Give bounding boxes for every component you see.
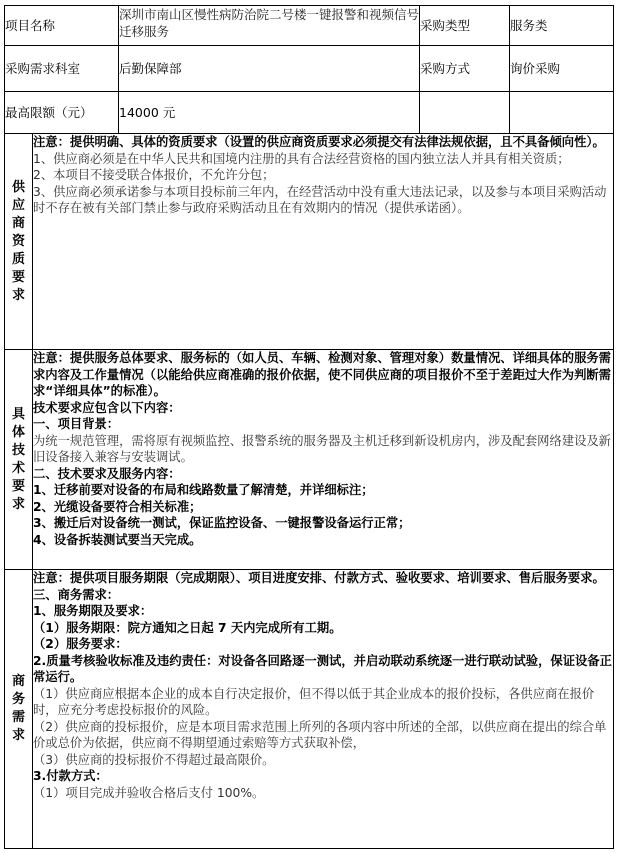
- technical-item: 2、光缆设备要符合相关标准；: [33, 499, 202, 514]
- business-requirements: [33, 570, 614, 849]
- quote-item: （1）供应商应根据本企业的成本自行决定报价，但不得以低于其企业成本的报价投标，各供应商在报价时，应充分考虑投标报价的风险。: [33, 686, 595, 717]
- payment-title: 3.付款方式：: [33, 769, 108, 783]
- project-name-label: 项目名称: [5, 6, 119, 46]
- procurement-table: [4, 5, 614, 849]
- dept-value: 后勤保障部: [119, 46, 420, 92]
- background-title: 一、项目背景：: [33, 417, 120, 431]
- period-item: （1）服务期限：院方通知之日起 7 天内完成所有工期。: [33, 620, 342, 635]
- quote-item: （3）供应商的投标报价不得超过最高限价。: [33, 752, 275, 767]
- technical-requirements: [33, 350, 614, 570]
- method-value: 询价采购: [510, 46, 614, 92]
- quote-item: （2）供应商的投标报价，应是本项目需求范围上所列的各项内容中所述的全部，以供应商在提出的综合单价或总价为依据，供应商不得期望通过索赔等方式获取补偿，: [33, 719, 607, 750]
- technical-item: 1、迁移前要对设备的布局和线路数量了解清楚，并详细标注；: [33, 483, 374, 497]
- period-item: （2）服务要求：: [33, 637, 128, 651]
- method-label: 采购方式: [420, 46, 510, 92]
- background-text: 为统一规范管理，需将原有视频监控、报警系统的服务器及主机迁移到新设机房内，涉及配套网络建设及新旧设备接入兼容与安装调试。: [33, 433, 611, 464]
- quality-standard: 2.质量考核验收标准及违约责任：对设备各回路逐一测试，并启动联动系统逐一进行联动试验，保证设备正常运行。: [33, 653, 612, 684]
- supplier-item: 1、供应商必须是在中华人民共和国境内注册的具有合法经营资格的国内独立法人并具有相关资质；: [33, 151, 570, 166]
- supplier-section-label: 供 应 商 资 质 要 求: [5, 134, 33, 350]
- service-title: 二、技术要求及服务内容：: [33, 466, 181, 481]
- technical-item: 4、设备拆装测试要当天完成。: [33, 532, 202, 547]
- procurement-type-label: 采购类型: [420, 6, 510, 46]
- procurement-type-value: 服务类: [510, 6, 614, 46]
- business-note: 注意：提供项目服务期限（完成期限）、项目进度安排、付款方式、验收要求、培训要求、售后服务要求。: [33, 571, 605, 585]
- empty-cell: [420, 92, 510, 134]
- limit-value: 14000 元: [119, 92, 420, 134]
- payment-item: （1）项目完成并验收合格后支付 100%。: [33, 785, 265, 800]
- limit-label: 最高限额（元）: [5, 92, 119, 134]
- supplier-note: 注意：提供明确、具体的资质要求（设置的供应商资质要求必须提交有法律法规依据，且不具备倾向性）。: [33, 135, 605, 149]
- period-title: 1、服务期限及要求：: [33, 604, 153, 618]
- supplier-item: 2、本项目不接受联合体报价，不允许分包；: [33, 168, 275, 182]
- technical-note: 注意：提供服务总体要求、服务标的（如人员、车辆、检测对象、管理对象）数量情况、详细具体的服务需求内容及工作量情况（以能给供应商准确的报价依据，使不同供应商的项目报价不至于差距过大作为判断需求“详细具体”的标准）。: [33, 351, 611, 398]
- dept-label: 采购需求科室: [5, 46, 119, 92]
- technical-section-label: 具 体 技 术 要 求: [5, 350, 33, 570]
- project-name-value: 深圳市南山区慢性病防治院二号楼一键报警和视频信号迁移服务: [119, 6, 420, 46]
- technical-intro: 技术要求应包含以下内容：: [33, 400, 181, 415]
- business-section-label: 商 务 需 求: [5, 570, 33, 849]
- empty-cell: [510, 92, 614, 134]
- supplier-item: 3、供应商必须承诺参与本项目投标前三年内，在经营活动中没有重大违法记录，以及参与本项目采购活动时不存在被有关部门禁止参与政府采购活动且在有效期内的情况（提供承诺函）。: [33, 184, 607, 215]
- supplier-requirements: [33, 134, 614, 350]
- technical-item: 3、搬迁后对设备统一测试，保证监控设备、一键报警设备运行正常；: [33, 516, 411, 530]
- business-section-title: 三、商务需求：: [33, 587, 120, 602]
